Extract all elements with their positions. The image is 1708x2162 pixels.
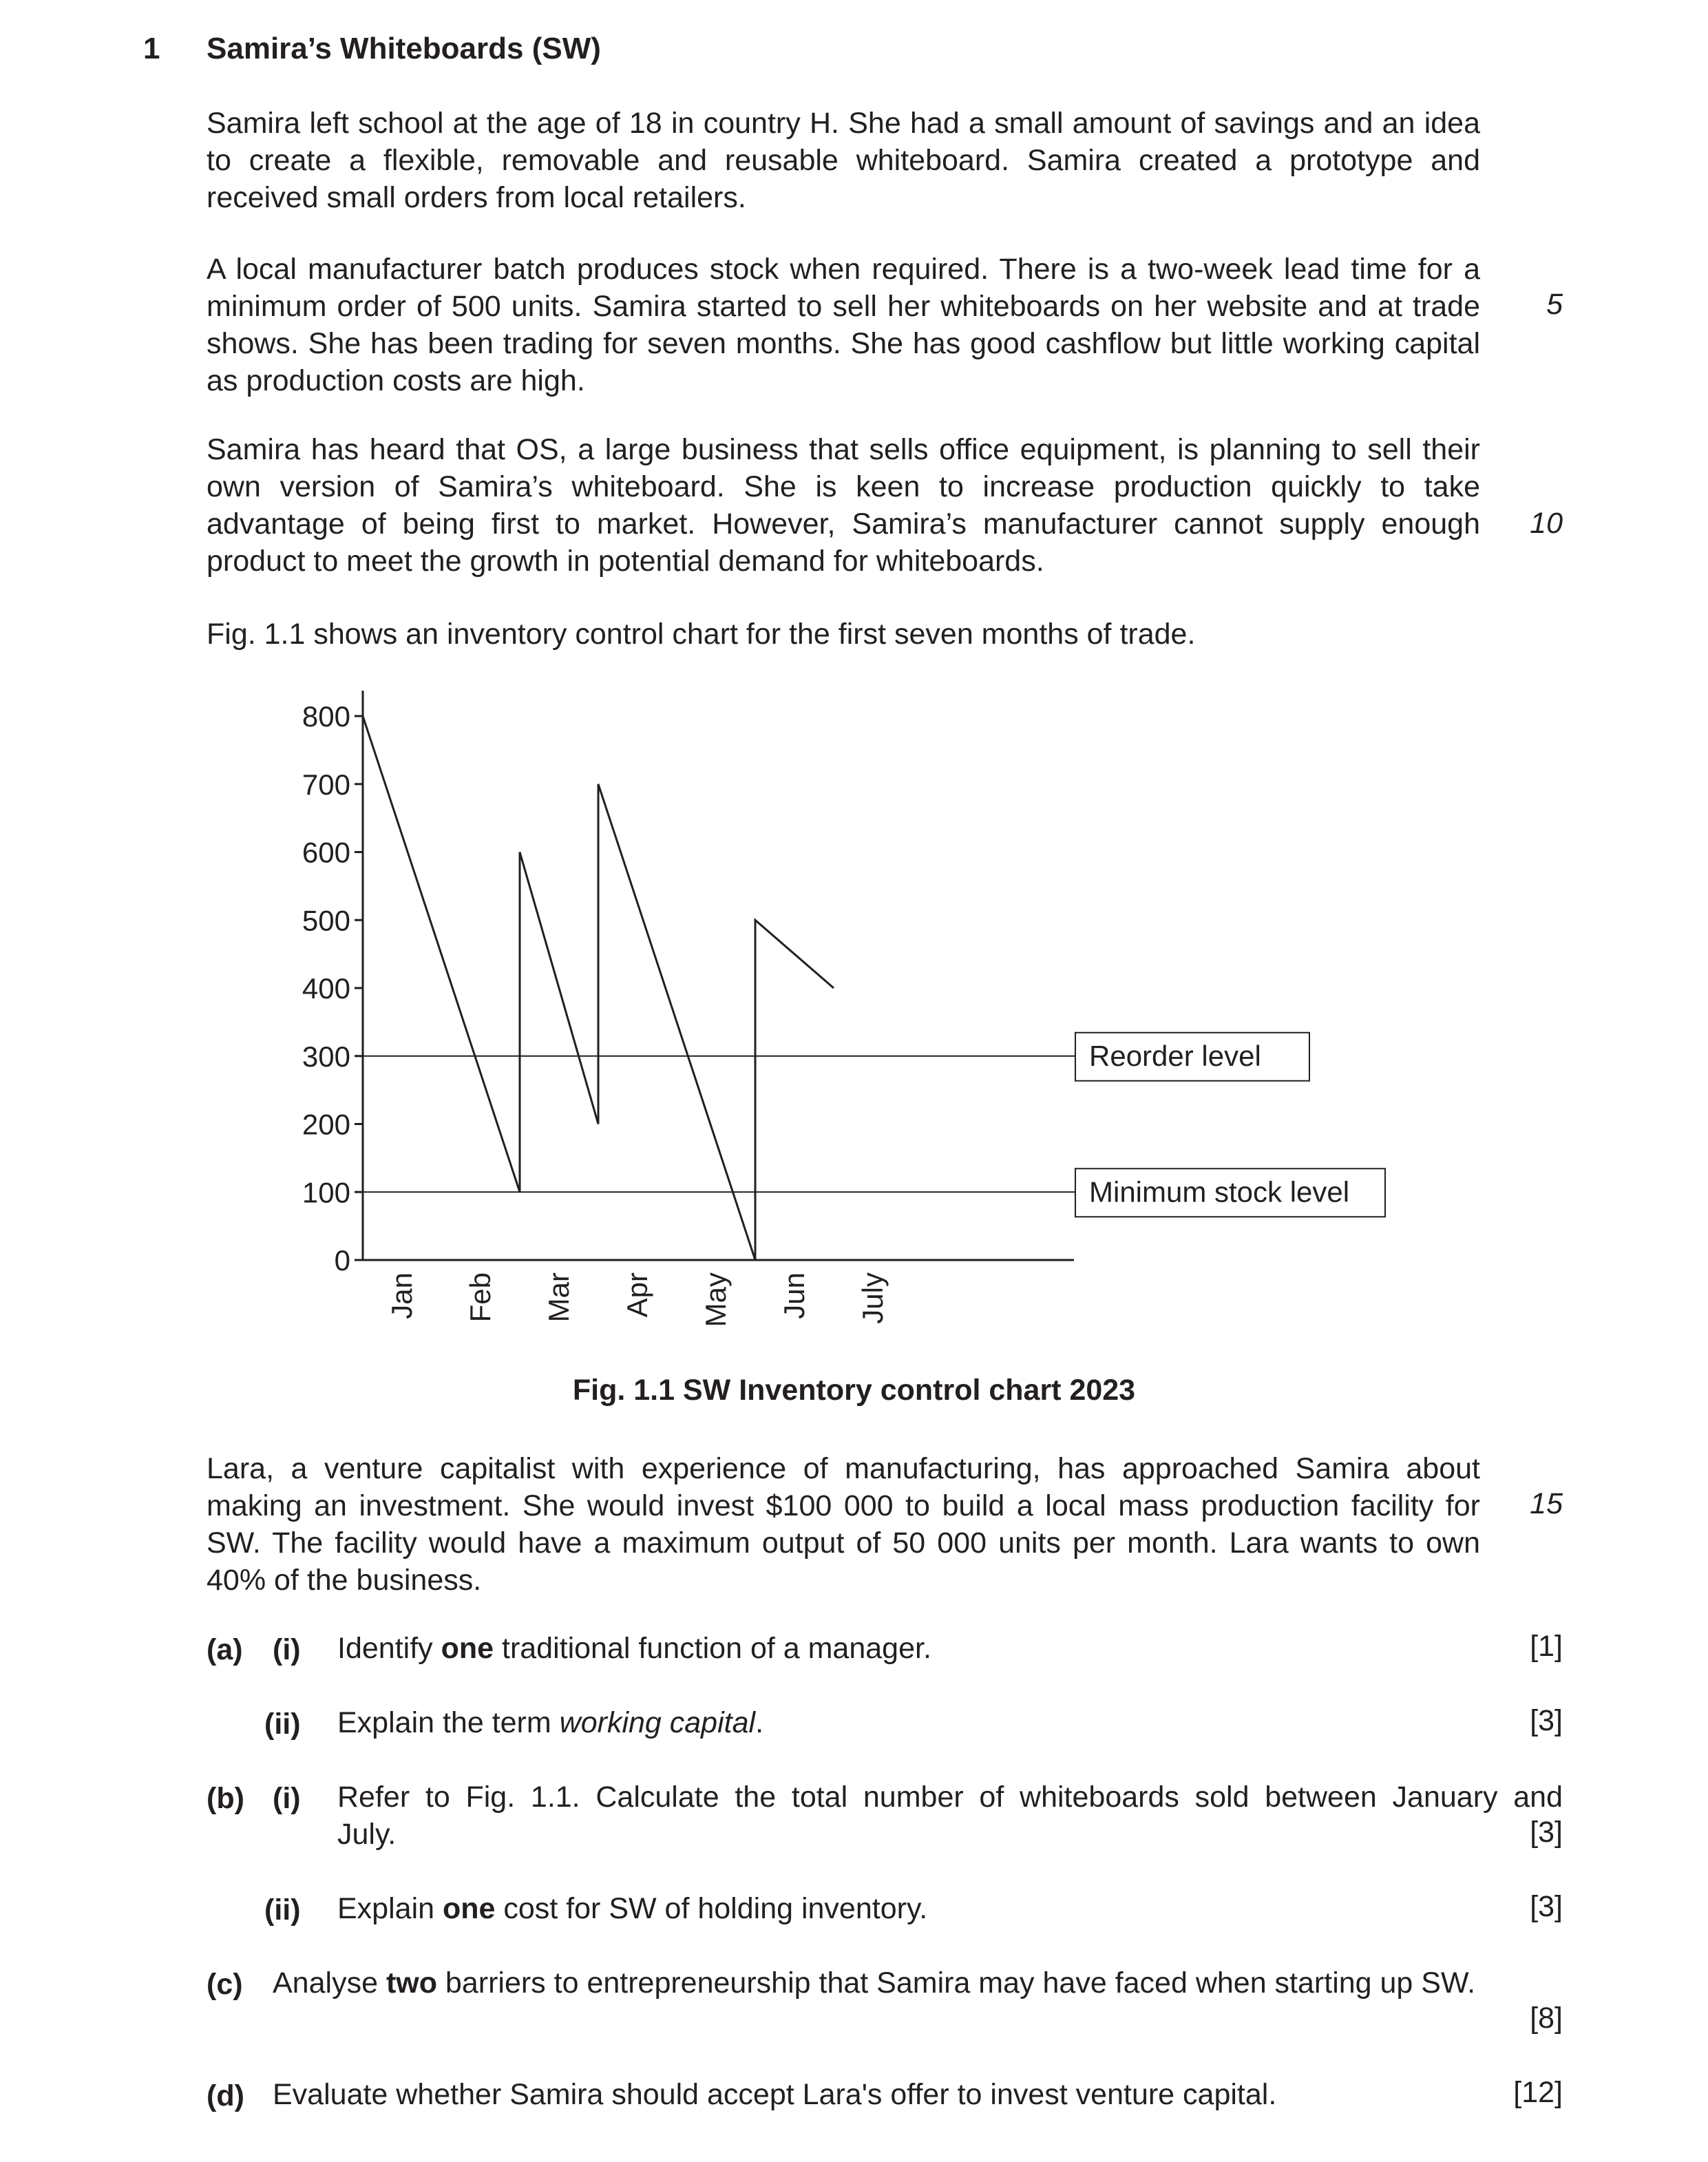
question-c: Analyse two barriers to entrepreneurship that Samira may have faced when starting up SW. xyxy=(273,1966,1476,2000)
y-tick-label: 0 xyxy=(334,1244,350,1277)
reference-label: Minimum stock level xyxy=(1089,1175,1350,1208)
part-a-i-label: (i) xyxy=(273,1633,301,1666)
case-title: Samira’s Whiteboards (SW) xyxy=(207,32,601,65)
y-tick-label: 200 xyxy=(302,1108,350,1141)
part-c-label: (c) xyxy=(207,1968,243,2001)
x-tick-label: July xyxy=(856,1272,889,1324)
inventory-series-line xyxy=(363,716,834,1260)
paragraph-venture-capital: Lara, a venture capitalist with experience of manufacturing, has approached Samira about making an investment. She would invest $100 000 to build a local mass production facility for SW. The facility would have a maximum output of 50 000 units per month. Lara wants to own 40% of the business. xyxy=(207,1452,1480,1597)
reference-label: Reorder level xyxy=(1089,1039,1261,1072)
part-d-label: (d) xyxy=(207,2079,244,2112)
line-number-5: 5 xyxy=(1546,288,1563,321)
x-tick-label: May xyxy=(699,1272,732,1327)
part-a-label: (a) xyxy=(207,1633,243,1666)
figure-caption: Fig. 1.1 SW Inventory control chart 2023 xyxy=(572,1374,1136,1407)
marks-a-i: [1] xyxy=(1530,1630,1563,1663)
y-tick-label: 800 xyxy=(302,700,350,733)
paragraph-intro: Samira left school at the age of 18 in country H. She had a small amount of savings and an idea to create a flexible, removable and reusable whiteboard. Samira created a prototype and received small orders from local retailers. xyxy=(207,107,1480,214)
part-b-ii-label: (ii) xyxy=(264,1893,301,1927)
x-tick-label: Mar xyxy=(542,1272,575,1323)
marks-b-ii: [3] xyxy=(1530,1890,1563,1923)
question-a-ii: Explain the term working capital. xyxy=(337,1706,764,1739)
y-tick-label: 300 xyxy=(302,1040,350,1073)
y-tick-label: 700 xyxy=(302,768,350,801)
question-a-i: Identify one traditional function of a manager. xyxy=(337,1632,931,1665)
question-number: 1 xyxy=(143,32,160,65)
marks-b-i: [3] xyxy=(1530,1816,1563,1849)
part-a-ii-label: (ii) xyxy=(264,1708,301,1741)
line-number-10: 10 xyxy=(1530,507,1563,540)
part-b-label: (b) xyxy=(207,1782,244,1815)
part-b-i-label: (i) xyxy=(273,1782,301,1815)
y-tick-label: 400 xyxy=(302,972,350,1005)
y-tick-label: 100 xyxy=(302,1176,350,1209)
marks-d: [12] xyxy=(1513,2076,1563,2109)
y-tick-label: 600 xyxy=(302,836,350,869)
x-tick-label: Apr xyxy=(621,1272,653,1318)
question-b-i-line2: July. xyxy=(337,1818,397,1851)
question-b-ii: Explain one cost for SW of holding inventory. xyxy=(337,1892,928,1925)
paragraph-manufacturer: A local manufacturer batch produces stock when required. There is a two-week lead time for a minimum order of 500 units. Samira started to sell her whiteboards on her website and at trade shows. She has been trading for seven months. She has good cashflow but little working capital as production costs are high. xyxy=(207,253,1480,397)
paragraph-competitor: Samira has heard that OS, a large business that sells office equipment, is planning to sell their own version of Samira’s whiteboard. She is keen to increase production quickly to take advantage of being first to market. However, Samira’s manufacturer cannot supply enough product to meet the growth in potential demand for whiteboards. xyxy=(207,433,1480,578)
question-b-i-line1: Refer to Fig. 1.1. Calculate the total number of whiteboards sold between January and xyxy=(337,1781,1563,1814)
x-tick-label: Jun xyxy=(778,1272,810,1319)
marks-c: [8] xyxy=(1530,2002,1563,2035)
x-tick-label: Feb xyxy=(464,1272,496,1323)
marks-a-ii: [3] xyxy=(1530,1704,1563,1737)
paragraph-figure-intro: Fig. 1.1 shows an inventory control chart for the first seven months of trade. xyxy=(207,618,1196,651)
line-number-15: 15 xyxy=(1530,1487,1563,1520)
y-tick-label: 500 xyxy=(302,904,350,937)
question-d: Evaluate whether Samira should accept Lara's offer to invest venture capital. xyxy=(273,2078,1277,2111)
x-tick-label: Jan xyxy=(386,1272,418,1319)
